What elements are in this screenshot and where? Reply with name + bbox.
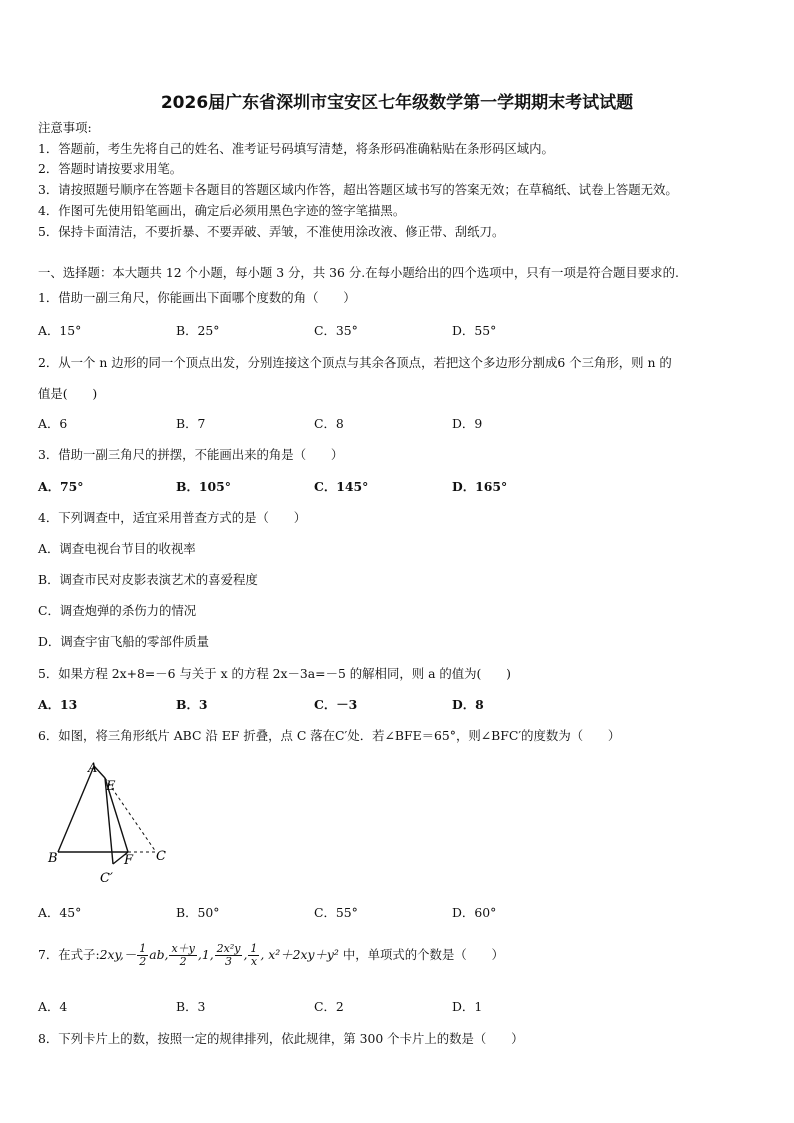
q7-option-a[interactable]: A．4 bbox=[38, 999, 68, 1014]
q4-option-a[interactable]: A．调查电视台节目的收视率 bbox=[38, 541, 196, 556]
q3-option-c[interactable]: C．145° bbox=[314, 479, 369, 494]
q3-option-b[interactable]: B．105° bbox=[176, 479, 231, 494]
q4-option-b[interactable]: B．调查市民对皮影表演艺术的喜爱程度 bbox=[38, 572, 258, 587]
label-e: E bbox=[106, 779, 116, 794]
question-2-stem: 2．从一个 n 边形的同一个顶点出发，分别连接这个顶点与其余各顶点，若把这个多边形分割成6 个三角形，则 n 的 bbox=[38, 355, 672, 370]
q7-fraction: $\frac{1}{2}$ bbox=[139, 942, 147, 968]
q7-option-c[interactable]: C．2 bbox=[314, 999, 344, 1014]
triangle-fold-figure bbox=[44, 758, 184, 890]
section-heading: 一、选择题：本大题共 12 个小题，每小题 3 分，共 36 分.在每小题给出的四个选项中，只有一项是符合题目要求的. bbox=[38, 265, 679, 280]
label-b: B bbox=[48, 851, 58, 866]
notice-item: 5．保持卡面清洁，不要折暴、不要弄破、弄皱，不准使用涂改液、修正带、刮纸刀。 bbox=[38, 224, 505, 239]
q7-option-d[interactable]: D．1 bbox=[452, 999, 483, 1014]
q2-option-b[interactable]: B．7 bbox=[176, 416, 206, 431]
q4-option-c[interactable]: C．调查炮弹的杀伤力的情况 bbox=[38, 603, 197, 618]
label-a: A bbox=[88, 761, 98, 776]
q7-prefix: 7．在式子: bbox=[38, 947, 100, 962]
q7-fraction: $\frac{x+y}{2}$ bbox=[171, 942, 195, 968]
label-f: F bbox=[124, 853, 134, 868]
notice-item: 3．请按照题号顺序在答题卡各题目的答题区域内作答，超出答题区域书写的答案无效；在草稿纸、试卷上答题无效。 bbox=[38, 182, 678, 197]
q1-option-a[interactable]: A．15° bbox=[38, 323, 82, 338]
notice-item: 2．答题时请按要求用笔。 bbox=[38, 161, 183, 176]
question-8-stem: 8．下列卡片上的数，按照一定的规律排列，依此规律，第 300 个卡片上的数是（ ） bbox=[38, 1031, 524, 1046]
q7-suffix: 中，单项式的个数是（ ） bbox=[338, 947, 504, 962]
label-c-prime: C′ bbox=[100, 871, 113, 886]
q7-expr: 2xy,－ bbox=[99, 947, 137, 962]
question-3-stem: 3．借助一副三角尺的拼摆，不能画出来的角是（ ） bbox=[38, 447, 344, 462]
q7-expr: ab, bbox=[149, 947, 169, 962]
q6-option-a[interactable]: A．45° bbox=[38, 905, 82, 920]
notice-heading: 注意事项: bbox=[38, 120, 92, 135]
q3-option-a[interactable]: A．75° bbox=[38, 479, 84, 494]
q2-option-a[interactable]: A．6 bbox=[38, 416, 68, 431]
q3-option-d[interactable]: D．165° bbox=[452, 479, 508, 494]
q1-option-c[interactable]: C．35° bbox=[314, 323, 358, 338]
question-2-stem-cont: 值是( ) bbox=[38, 386, 98, 401]
question-4-stem: 4．下列调查中，适宜采用普查方式的是（ ） bbox=[38, 510, 307, 525]
q7-expr: , bbox=[243, 947, 248, 962]
q5-option-c[interactable]: C．－3 bbox=[314, 697, 358, 712]
question-7-stem bbox=[38, 942, 504, 968]
question-1-stem: 1．借助一副三角尺，你能画出下面哪个度数的角（ ） bbox=[38, 290, 356, 305]
q5-option-a[interactable]: A．13 bbox=[38, 697, 78, 712]
page-title: 2026届广东省深圳市宝安区七年级数学第一学期期末考试试题 bbox=[160, 93, 634, 113]
q1-option-d[interactable]: D．55° bbox=[452, 323, 497, 338]
q6-option-b[interactable]: B．50° bbox=[176, 905, 220, 920]
question-5-stem: 5．如果方程 2x+8=－6 与关于 x 的方程 2x－3a=－5 的解相同，则 a 的值为( ) bbox=[38, 666, 512, 681]
q6-option-d[interactable]: D．60° bbox=[452, 905, 497, 920]
q7-expr: , x²＋2xy＋y² bbox=[260, 947, 339, 962]
q7-option-b[interactable]: B．3 bbox=[176, 999, 206, 1014]
q5-option-b[interactable]: B．3 bbox=[176, 697, 208, 712]
label-c: C bbox=[156, 849, 166, 864]
q7-fraction: $\frac{1}{x}$ bbox=[250, 942, 258, 968]
q5-option-d[interactable]: D．8 bbox=[452, 697, 484, 712]
q2-option-d[interactable]: D．9 bbox=[452, 416, 483, 431]
q1-option-b[interactable]: B．25° bbox=[176, 323, 220, 338]
q4-option-d[interactable]: D．调查宇宙飞船的零部件质量 bbox=[38, 634, 210, 649]
notice-item: 4．作图可先使用铅笔画出，确定后必须用黑色字迹的签字笔描黑。 bbox=[38, 203, 406, 218]
q7-expr: ,1, bbox=[197, 947, 214, 962]
q7-fraction: $\frac{\text{2x²y}}{3}$ bbox=[216, 942, 241, 968]
question-6-stem: 6．如图，将三角形纸片 ABC 沿 EF 折叠，点 C 落在C′处．若∠BFE＝65°，则∠BFC′的度数为（ ） bbox=[38, 728, 621, 743]
notice-item: 1．答题前，考生先将自己的姓名、准考证号码填写清楚，将条形码准确粘贴在条形码区域内。 bbox=[38, 141, 554, 156]
q2-option-c[interactable]: C．8 bbox=[314, 416, 344, 431]
q6-option-c[interactable]: C．55° bbox=[314, 905, 358, 920]
